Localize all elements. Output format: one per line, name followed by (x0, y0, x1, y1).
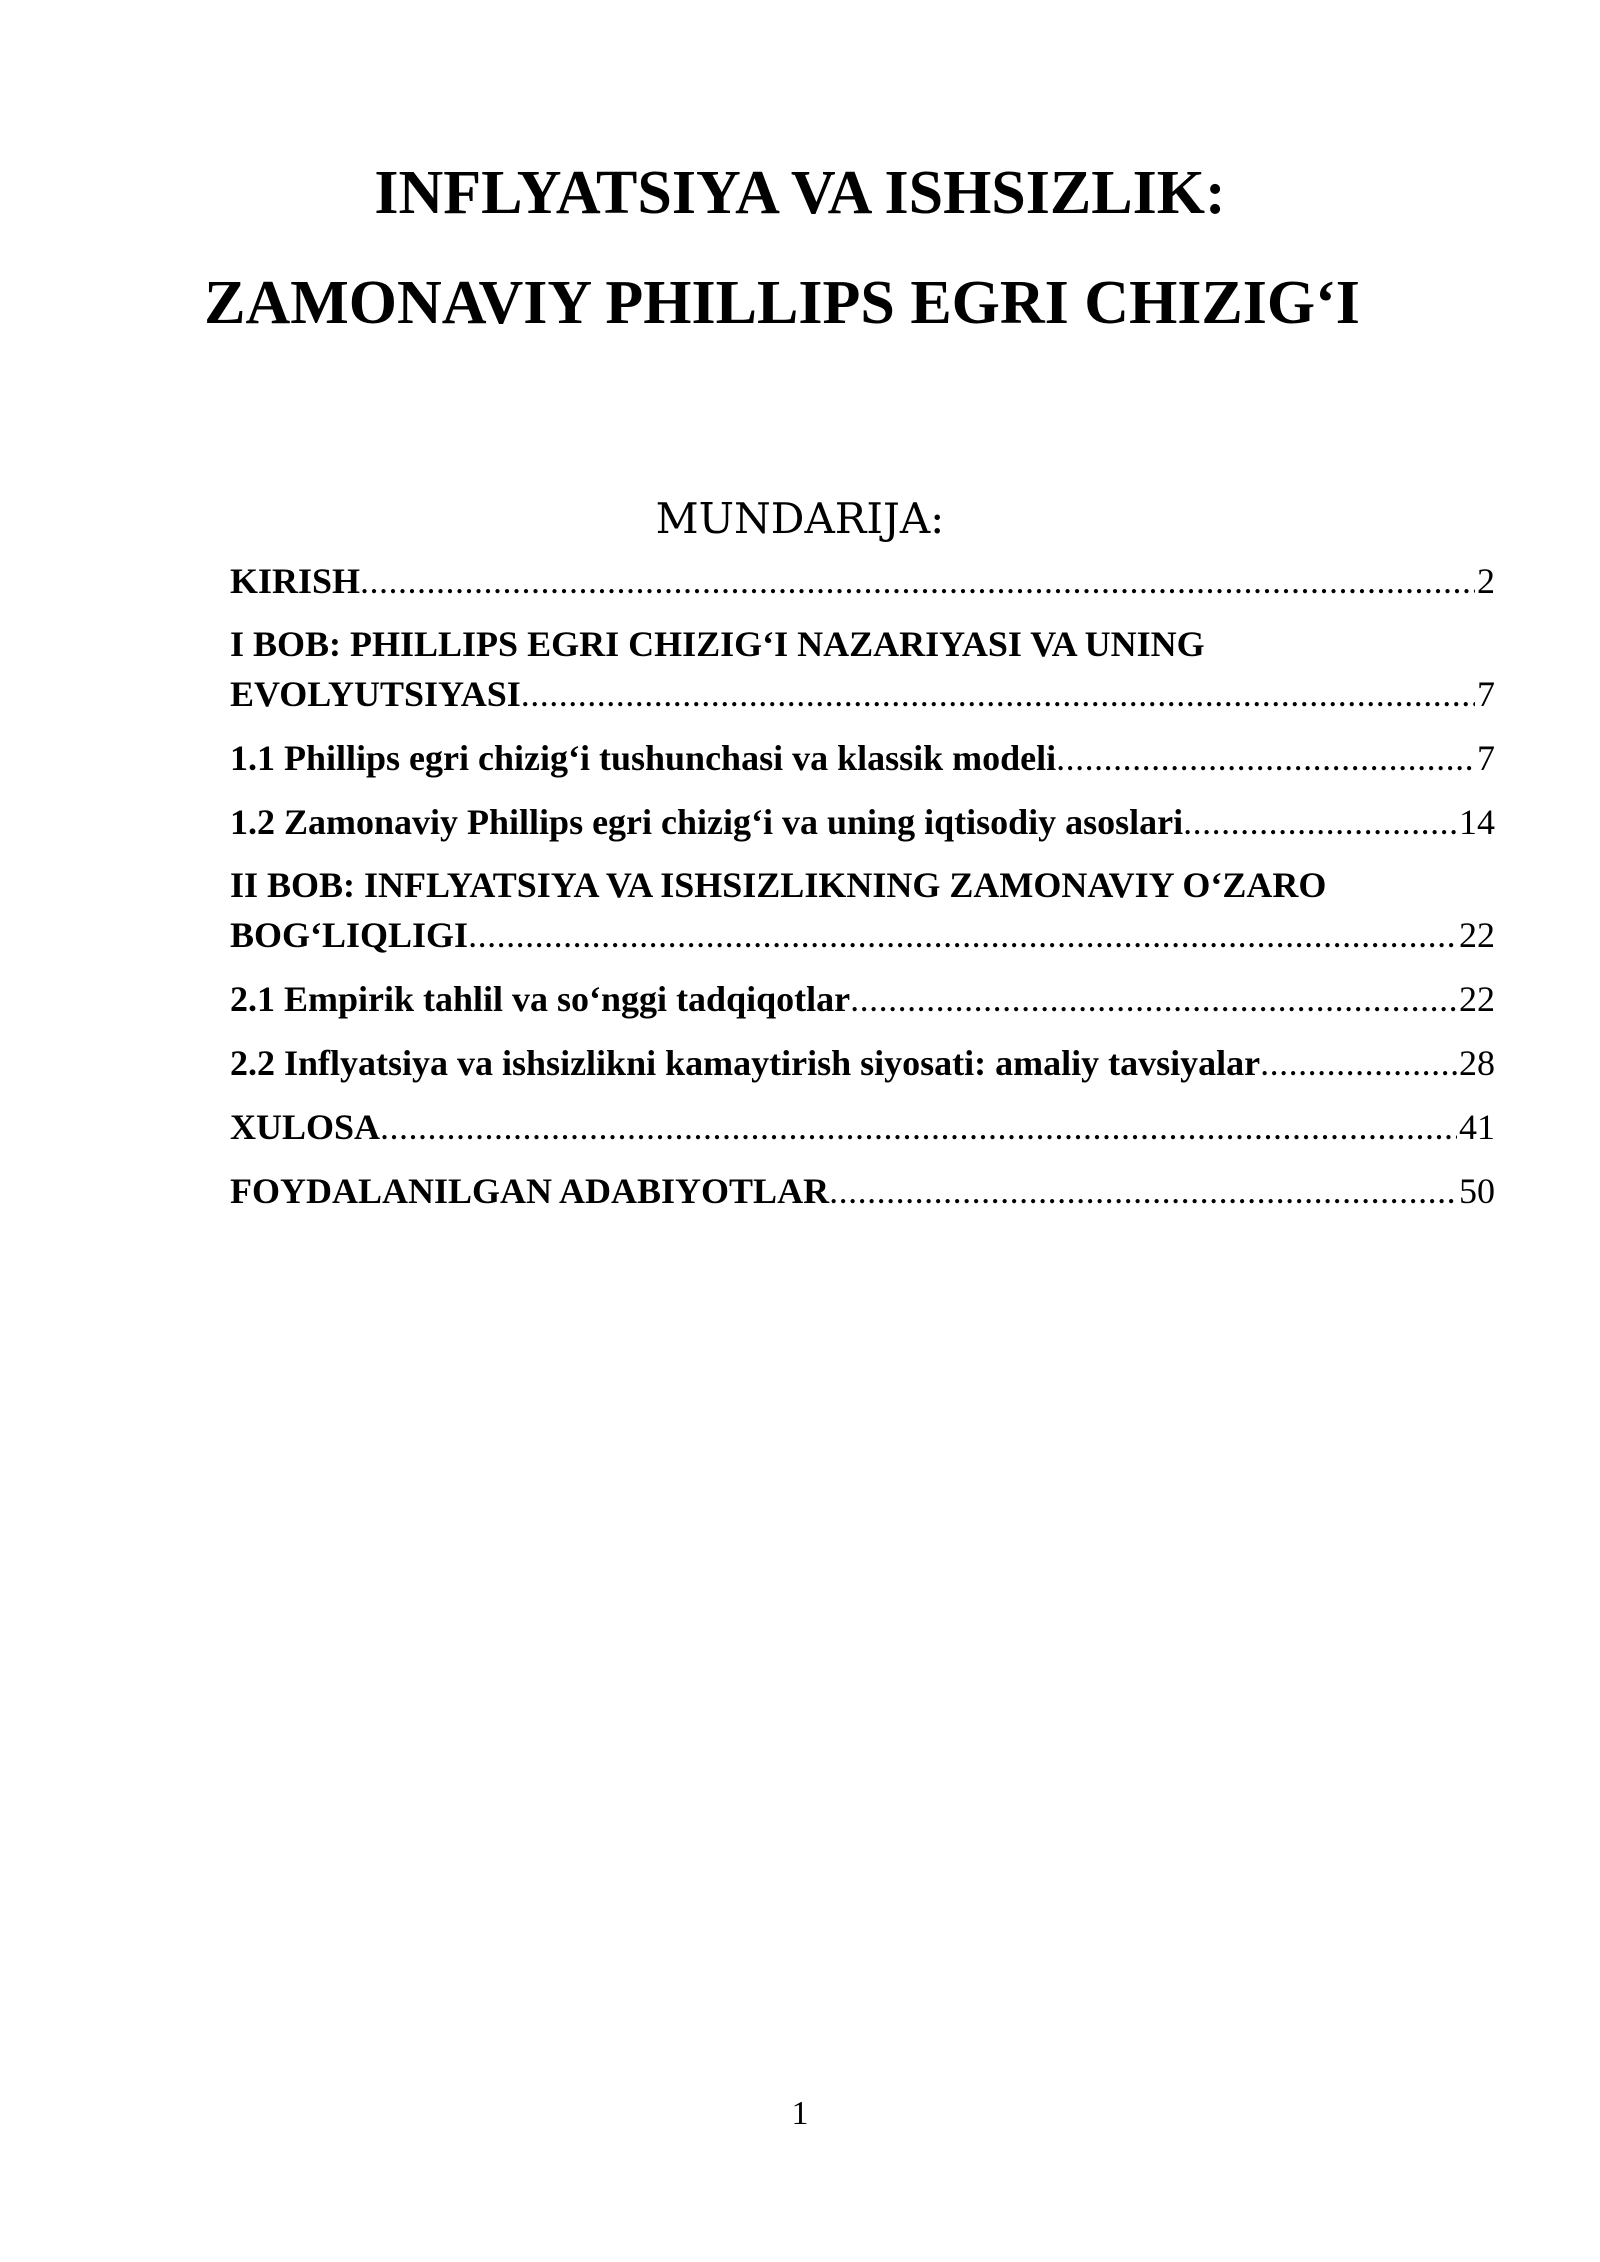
toc-leader-dots (468, 917, 1457, 953)
toc-entry-label: EVOLYUTSIYASI (230, 674, 521, 714)
page-number: 1 (791, 2095, 809, 2132)
toc-entry-page: 14 (1459, 802, 1495, 842)
toc-leader-dots (1183, 804, 1457, 840)
toc-entry-label: BOG‘LIQLIGI (230, 915, 469, 955)
toc-entry-label-line-1: I BOB: PHILLIPS EGRI CHIZIG‘I NAZARIYASI VA UNING (230, 624, 1205, 664)
document-title-line-2: ZAMONAVIY PHILLIPS EGRI CHIZIG‘I (204, 269, 1360, 337)
toc-leader-dots (850, 981, 1457, 1017)
toc-entry-label: 1.1 Phillips egri chizig‘i tushunchasi va klassik modeli (230, 738, 1057, 778)
toc-entry-kirish (230, 563, 1495, 599)
toc-entry-section-2-1 (230, 981, 1495, 1017)
toc-leader-dots (521, 676, 1475, 712)
toc-leader-dots (380, 1109, 1457, 1145)
toc-entry-page: 2 (1477, 561, 1495, 601)
toc-entry-page: 50 (1459, 1171, 1495, 1211)
toc-entry-label-line-1: II BOB: INFLYATSIYA VA ISHSIZLIKNING ZAMONAVIY O‘ZARO (230, 865, 1327, 905)
toc-entry-label: 2.2 Inflyatsiya va ishsizlikni kamaytirish siyosati: amaliy tavsiyalar (230, 1043, 1261, 1083)
toc-entry-page: 7 (1477, 738, 1495, 778)
toc-entry-label: XULOSA (230, 1107, 381, 1147)
toc-entry-page: 22 (1459, 979, 1495, 1019)
toc-entry-page: 28 (1459, 1043, 1495, 1083)
toc-entry-page: 22 (1459, 915, 1495, 955)
toc-entry-references (230, 1173, 1495, 1209)
toc-entry-label: FOYDALANILGAN ADABIYOTLAR (230, 1171, 830, 1211)
toc-leader-dots (360, 563, 1475, 599)
toc-entry-label: 1.2 Zamonaviy Phillips egri chizig‘i va uning iqtisodiy asoslari (230, 802, 1184, 842)
toc-entry-label: KIRISH (230, 561, 361, 601)
toc-entry-section-1-1 (230, 740, 1495, 776)
toc-entry-page: 41 (1459, 1107, 1495, 1147)
toc-leader-dots (1260, 1045, 1457, 1081)
document-title-line-1: INFLYATSIYA VA ISHSIZLIK: (374, 159, 1226, 227)
toc-entry-chapter-2 (230, 867, 1495, 953)
toc-leader-dots (1056, 740, 1475, 776)
toc-entry-section-2-2 (230, 1045, 1495, 1081)
toc-leader-dots (829, 1173, 1457, 1209)
toc-entry-label: 2.1 Empirik tahlil va so‘nggi tadqiqotlar (230, 979, 851, 1019)
toc-entry-xulosa (230, 1109, 1495, 1145)
toc-entry-section-1-2 (230, 804, 1495, 840)
toc-entry-page: 7 (1477, 674, 1495, 714)
toc-entry-chapter-1 (230, 626, 1495, 712)
toc-heading: MUNDARIJA: (655, 494, 945, 543)
